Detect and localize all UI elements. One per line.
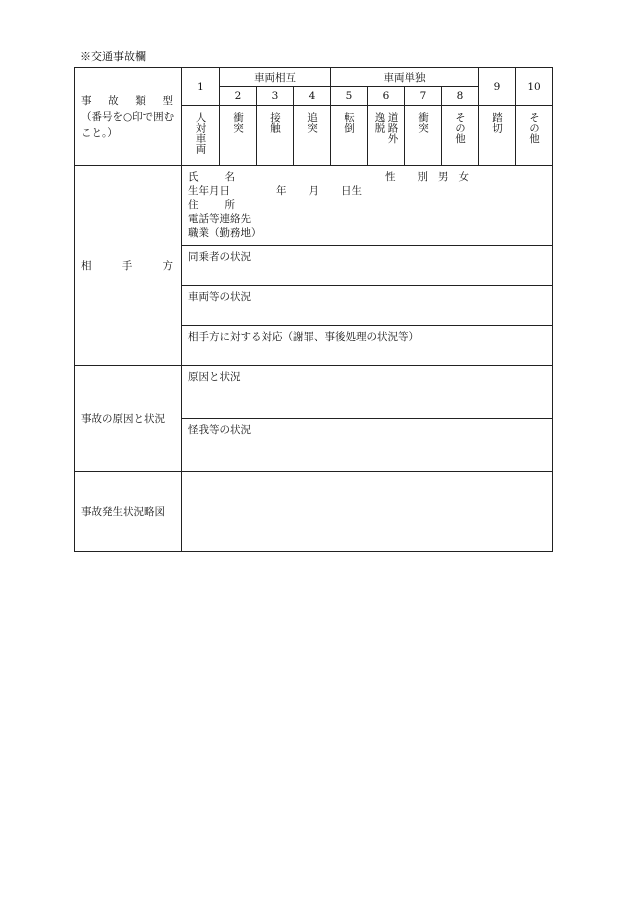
- type-number-7: 7: [405, 87, 442, 106]
- type-label-2: 衝突: [232, 112, 244, 133]
- type-number-10: 10: [516, 68, 553, 106]
- sketch-area[interactable]: [182, 472, 553, 552]
- type-cell-1[interactable]: [182, 106, 220, 166]
- group-vehicle-mutual: 車両相互: [220, 68, 331, 87]
- vehicle-label: 車両等の状況: [188, 291, 251, 303]
- accident-type-label: 事 故 類 型: [81, 94, 173, 107]
- response-label: 相手方に対する対応（謝罪、事後処理の状況等）: [188, 331, 419, 343]
- type-label-1: 人対車両: [194, 112, 207, 154]
- type-number-9: 9: [479, 68, 516, 106]
- type-cell-10[interactable]: [516, 106, 553, 166]
- response-field[interactable]: [182, 326, 553, 366]
- vehicle-field[interactable]: [182, 286, 553, 326]
- other-party-label-cell: [75, 166, 182, 366]
- type-label-8: その他: [454, 112, 467, 144]
- type-label-3: 接触: [269, 112, 281, 133]
- type-label-10: その他: [528, 112, 541, 144]
- name-line: 氏 名 性 別 男 女: [188, 171, 469, 183]
- type-number-5: 5: [331, 87, 368, 106]
- passengers-label: 同乗者の状況: [188, 251, 251, 263]
- type-label-4: 追突: [306, 112, 318, 133]
- type-label-7: 衝突: [417, 112, 430, 133]
- type-cell-8[interactable]: [442, 106, 479, 166]
- accident-type-label-cell: [75, 68, 182, 166]
- type-cell-7[interactable]: [405, 106, 442, 166]
- cause-status-field[interactable]: [182, 366, 553, 419]
- accident-type-note: （番号を○印で囲む: [81, 110, 175, 123]
- type-label-5: 転倒: [343, 112, 356, 133]
- type-number-2: 2: [220, 87, 257, 106]
- phone-line: 電話等連絡先: [188, 213, 251, 225]
- type-number-4: 4: [294, 87, 331, 106]
- type-cell-9[interactable]: [479, 106, 516, 166]
- sketch-label: 事故発生状況略図: [75, 472, 182, 552]
- occupation-line: 職業（勤務地）: [188, 227, 262, 239]
- section-heading: ※交通事故欄: [80, 50, 146, 63]
- type-label-6b: 逸脱: [373, 112, 386, 133]
- cause-status-label: 原因と状況: [188, 371, 241, 383]
- other-party-info[interactable]: [182, 166, 553, 246]
- injury-field[interactable]: [182, 419, 553, 472]
- type-label-9: 踏切: [491, 112, 504, 133]
- passengers-field[interactable]: [182, 246, 553, 286]
- other-party-label: 相 手 方: [81, 260, 173, 272]
- dob-line: 生年月日 年 月 日生: [188, 185, 362, 197]
- type-cell-3[interactable]: [257, 106, 294, 166]
- injury-label: 怪我等の状況: [188, 424, 251, 436]
- type-cell-4[interactable]: [294, 106, 331, 166]
- type-cell-6[interactable]: [368, 106, 405, 166]
- address-line: 住 所: [188, 199, 235, 211]
- type-number-6: 6: [368, 87, 405, 106]
- type-cell-5[interactable]: [331, 106, 368, 166]
- type-cell-2[interactable]: [220, 106, 257, 166]
- traffic-accident-form: [74, 67, 553, 552]
- type-number-3: 3: [257, 87, 294, 106]
- type-number-8: 8: [442, 87, 479, 106]
- group-vehicle-single: 車両単独: [331, 68, 479, 87]
- cause-label: 事故の原因と状況: [75, 366, 182, 472]
- type-number-1: 1: [182, 68, 220, 106]
- accident-type-note-2: こと。）: [81, 126, 118, 139]
- type-label-6a: 道路外: [386, 112, 399, 144]
- type-label-6: [368, 112, 404, 144]
